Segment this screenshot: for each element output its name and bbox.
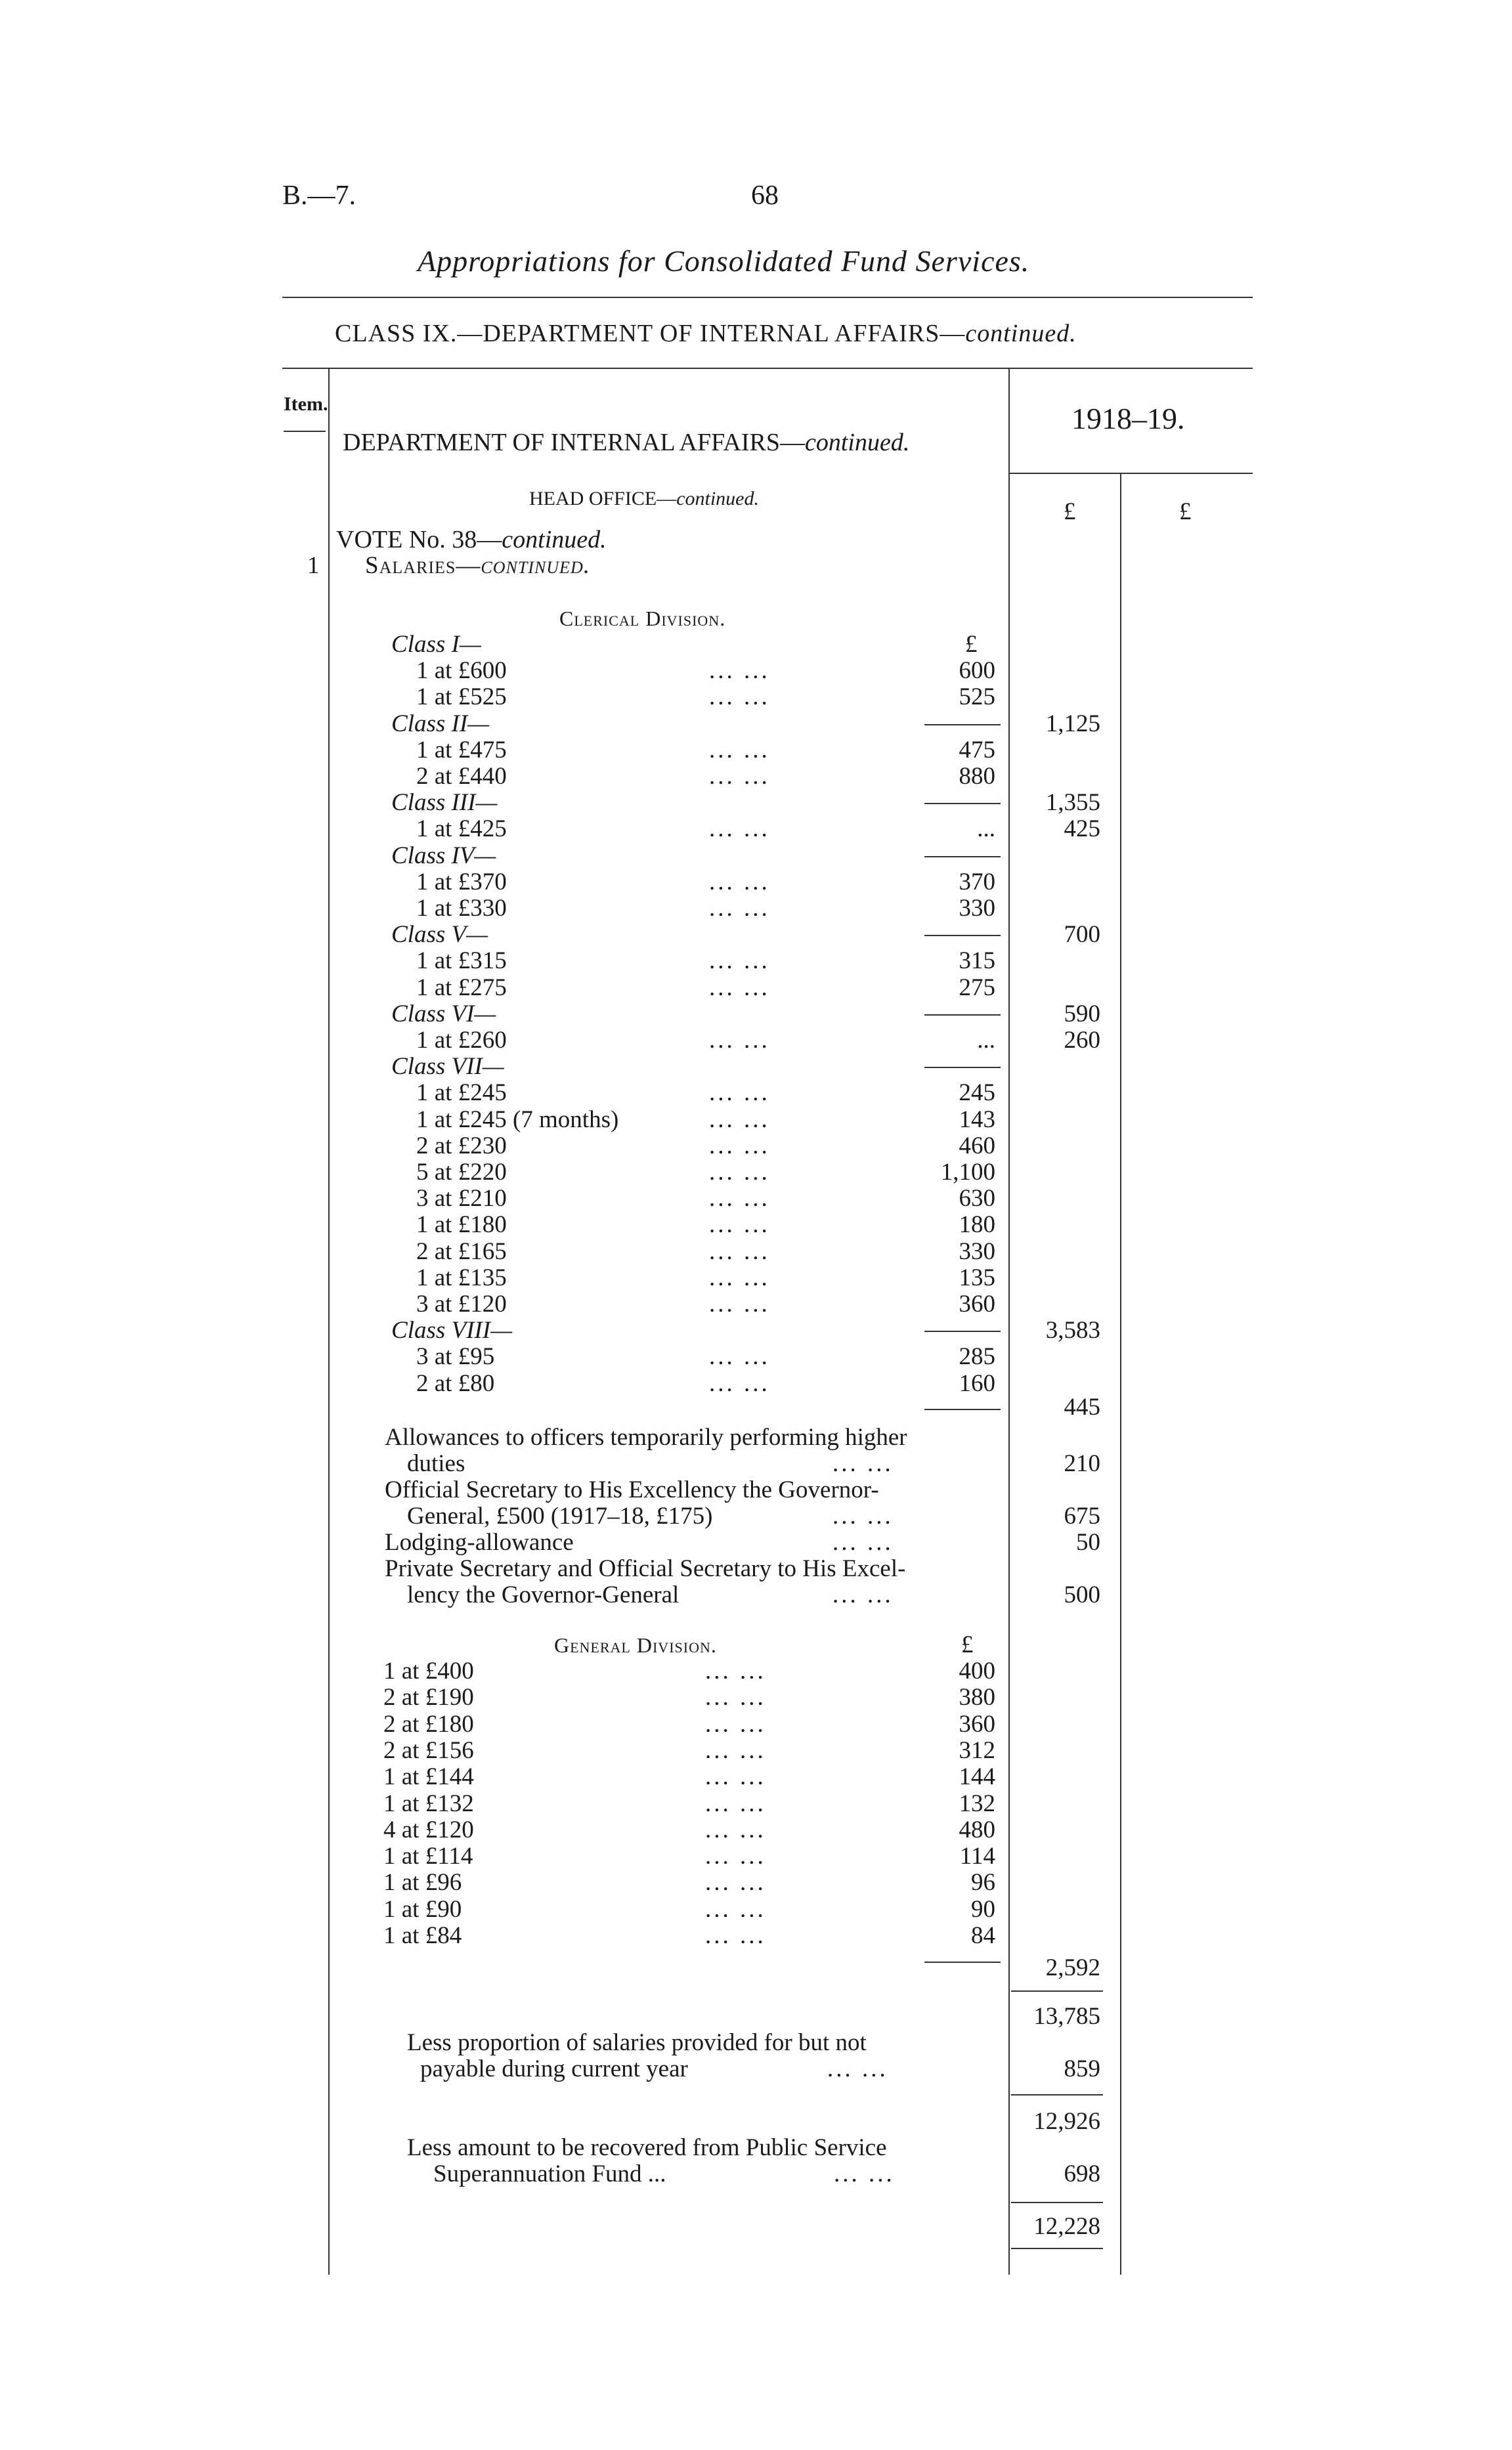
salary-row-label: 2 at £165 (416, 1238, 507, 1265)
leader-dots: ... ... (709, 895, 770, 922)
general-row-amount: 84 (971, 1922, 995, 1949)
salary-row-label: 3 at £210 (416, 1185, 507, 1212)
less-superannuation-amount: 698 (1064, 2160, 1100, 2187)
leader-dots: ... ... (832, 1581, 894, 1608)
general-division-heading: General Division. (554, 1633, 717, 1657)
class-subtotal: 1,125 (1045, 710, 1100, 737)
salary-row-label: 2 at £440 (416, 763, 507, 790)
general-row-amount: 132 (959, 1790, 995, 1817)
page-number: 68 (751, 181, 779, 211)
total2-rule (1011, 2094, 1103, 2095)
leader-dots: ... ... (705, 1922, 766, 1949)
allowance-amount: 210 (1064, 1450, 1100, 1477)
leader-dots: ... ... (832, 1450, 894, 1477)
leader-dots: ... ... (709, 763, 770, 790)
general-row-amount: 144 (959, 1763, 995, 1790)
grand-total-rule (1011, 2248, 1103, 2249)
leader-dots: ... ... (709, 657, 770, 684)
general-row-amount: 96 (971, 1869, 995, 1896)
leader-dots: ... ... (709, 1185, 770, 1212)
allowance-line-1: Lodging-allowance (385, 1529, 574, 1556)
less-proportion-line-1: Less proportion of salaries provided for but not (407, 2029, 867, 2056)
leader-dots: ... ... (709, 1370, 770, 1397)
leader-dots: ... ... (709, 1106, 770, 1133)
allowance-line-1: Allowances to officers temporarily performing higher (385, 1424, 907, 1451)
document-reference: B.—7. (282, 181, 356, 211)
allowance-amount: 500 (1064, 1581, 1100, 1608)
pound-header-2: £ (1179, 498, 1192, 525)
subtotal-rule (924, 724, 1001, 725)
salary-row-amount: 330 (959, 895, 995, 922)
leader-dots: ... ... (832, 1503, 894, 1530)
salary-row-label: 1 at £180 (416, 1211, 507, 1238)
leader-dots: ... ... (705, 1869, 766, 1896)
pound-column-marker: £ (965, 631, 978, 658)
salary-row-label: 1 at £330 (416, 895, 507, 922)
salary-row-amount: 245 (959, 1079, 995, 1106)
less-proportion-line-2: payable during current year (420, 2055, 688, 2082)
subtotal-rule (924, 1067, 1001, 1068)
pound-header-1: £ (1064, 498, 1076, 525)
salary-row-amount: 330 (959, 1238, 995, 1265)
salary-row-amount: 880 (959, 763, 995, 790)
general-row-label: 2 at £180 (383, 1711, 474, 1738)
salary-row-label: 1 at £135 (416, 1264, 507, 1291)
less-proportion-leader: ... ... (827, 2055, 888, 2082)
leader-dots: ... ... (705, 1843, 766, 1870)
general-row-label: 1 at £144 (383, 1763, 474, 1790)
general-row-label: 1 at £400 (383, 1658, 474, 1685)
general-row-amount: 360 (959, 1711, 995, 1738)
salary-row-label: 5 at £220 (416, 1159, 507, 1186)
salary-row-amount: 600 (959, 657, 995, 684)
salary-row-amount: 460 (959, 1132, 995, 1159)
class-heading-row: Class VII— (391, 1053, 504, 1080)
leader-dots: ... ... (705, 1790, 766, 1817)
general-row-amount: 480 (959, 1816, 995, 1843)
class-heading-row: Class III— (391, 789, 498, 816)
class-heading-row: Class VI— (391, 1000, 496, 1027)
allowance-line-1: Private Secretary and Official Secretary to His Excel- (385, 1555, 906, 1582)
subtotal-1: 13,785 (1033, 2003, 1100, 2030)
salary-row-label: 1 at £245 (416, 1079, 507, 1106)
grand-total: 12,228 (1033, 2213, 1100, 2240)
salary-row-amount: 275 (959, 974, 995, 1001)
salary-row-amount: 360 (959, 1291, 995, 1318)
general-row-amount: 90 (971, 1896, 995, 1923)
salary-row-label: 1 at £370 (416, 869, 507, 895)
year-rule (1008, 473, 1253, 474)
item-underline (284, 431, 326, 432)
leader-dots: ... ... (709, 974, 770, 1001)
less-superannuation-line-2: Superannuation Fund ... (433, 2160, 666, 2187)
item-number: 1 (307, 552, 320, 579)
salary-row-label: 1 at £425 (416, 815, 507, 842)
salary-row-label: 1 at £525 (416, 683, 507, 710)
salary-row-amount: 143 (959, 1106, 995, 1133)
leader-dots: ... ... (709, 815, 770, 842)
salary-row-label: 1 at £315 (416, 947, 507, 974)
class-heading-row: Class II— (391, 710, 490, 737)
allowance-line-2: lency the Governor-General (407, 1581, 680, 1608)
leader-dots: ... ... (705, 1816, 766, 1843)
allowance-amount: 50 (1076, 1529, 1100, 1556)
leader-dots: ... ... (705, 1763, 766, 1790)
general-underline (924, 1962, 1001, 1963)
leader-dots: ... ... (705, 1711, 766, 1738)
class-heading: CLASS IX.—DEPARTMENT OF INTERNAL AFFAIRS—continued. (335, 320, 1077, 347)
less-superannuation-leader: ... ... (834, 2160, 895, 2187)
leader-dots: ... ... (709, 869, 770, 895)
general-row-label: 2 at £156 (383, 1737, 474, 1764)
salary-row-label: 1 at £245 (7 months) (416, 1106, 619, 1133)
department-heading: DEPARTMENT OF INTERNAL AFFAIRS—continued. (343, 429, 910, 456)
leader-dots: ... ... (705, 1684, 766, 1711)
general-row-amount: 312 (959, 1737, 995, 1764)
salary-row-amount: ... (977, 1027, 995, 1054)
salary-row-label: 2 at £230 (416, 1132, 507, 1159)
head-office-heading: HEAD OFFICE—continued. (529, 488, 759, 509)
less-proportion-amount: 859 (1064, 2055, 1100, 2082)
subtotal-rule (924, 1014, 1001, 1016)
leader-dots: ... ... (709, 683, 770, 710)
leader-dots: ... ... (709, 1291, 770, 1318)
salary-row-label: 3 at £120 (416, 1291, 507, 1318)
salary-row-label: 3 at £95 (416, 1343, 495, 1370)
leader-dots: ... ... (709, 737, 770, 763)
inner-column-rule (1120, 474, 1121, 2275)
subtotal-rule (924, 935, 1001, 936)
allowance-line-2: General, £500 (1917–18, £175) (407, 1503, 713, 1530)
allowance-line-2: duties (407, 1450, 465, 1477)
less-superannuation-line-1: Less amount to be recovered from Public Service (407, 2134, 887, 2161)
salary-row-amount: 135 (959, 1264, 995, 1291)
subtotal-2: 12,926 (1033, 2108, 1100, 2135)
total1-rule (1011, 1990, 1103, 1992)
vote-heading: VOTE No. 38—continued. (336, 526, 607, 553)
amount-column-rule (1008, 368, 1010, 2275)
salary-row-amount: 315 (959, 947, 995, 974)
salary-row-amount: 475 (959, 737, 995, 763)
general-row-label: 1 at £96 (383, 1869, 462, 1896)
salary-row-label: 2 at £80 (416, 1370, 495, 1397)
salary-row-amount: 630 (959, 1185, 995, 1212)
general-row-label: 4 at £120 (383, 1816, 474, 1843)
total3-rule (1011, 2202, 1103, 2203)
item-column-header: Item. (284, 393, 328, 415)
allowance-amount: 675 (1064, 1503, 1100, 1530)
title-rule (282, 297, 1253, 298)
salary-row-amount: 1,100 (940, 1159, 995, 1186)
leader-dots: ... ... (705, 1737, 766, 1764)
class-subtotal: 1,355 (1045, 789, 1100, 816)
leader-dots: ... ... (705, 1658, 766, 1685)
salary-row-label: 1 at £260 (416, 1027, 507, 1054)
general-row-label: 1 at £114 (383, 1843, 473, 1870)
class-heading-row: Class I— (391, 631, 481, 658)
salary-row-amount: 370 (959, 869, 995, 895)
salary-row-amount: 525 (959, 683, 995, 710)
class-viii-total: 445 (1064, 1394, 1100, 1421)
class-rule (282, 368, 1253, 369)
class-subtotal: 260 (1064, 1027, 1100, 1054)
leader-dots: ... ... (709, 1079, 770, 1106)
leader-dots: ... ... (709, 1132, 770, 1159)
page-title: Appropriations for Consolidated Fund Services. (418, 244, 1030, 278)
subtotal-rule (924, 1331, 1001, 1332)
salary-row-label: 1 at £475 (416, 737, 507, 763)
general-pound-marker: £ (961, 1631, 974, 1658)
general-row-label: 1 at £132 (383, 1790, 474, 1817)
salary-row-label: 1 at £600 (416, 657, 507, 684)
allowance-line-1: Official Secretary to His Excellency the Governor- (385, 1476, 879, 1503)
salary-row-amount: 180 (959, 1211, 995, 1238)
leader-dots: ... ... (705, 1896, 766, 1923)
general-row-amount: 114 (959, 1843, 995, 1870)
general-division-total: 2,592 (1045, 1954, 1100, 1981)
clerical-division-heading: Clerical Division. (559, 607, 726, 630)
class-subtotal: 590 (1064, 1000, 1100, 1027)
general-row-label: 1 at £84 (383, 1922, 462, 1949)
salaries-heading: Salaries—continued. (365, 552, 590, 579)
salary-row-amount: 160 (959, 1370, 995, 1397)
year-header: 1918–19. (1071, 402, 1185, 435)
leader-dots: ... ... (709, 1238, 770, 1265)
general-row-label: 2 at £190 (383, 1684, 474, 1711)
leader-dots: ... ... (709, 1159, 770, 1186)
general-row-amount: 400 (959, 1658, 995, 1685)
subtotal-rule (924, 803, 1001, 804)
leader-dots: ... ... (709, 1027, 770, 1054)
class-viii-underline (924, 1409, 1001, 1410)
class-heading-row: Class IV— (391, 842, 496, 869)
salary-row-amount: ... (977, 815, 995, 842)
leader-dots: ... ... (709, 1264, 770, 1291)
salary-row-label: 1 at £275 (416, 974, 507, 1001)
general-row-amount: 380 (959, 1684, 995, 1711)
leader-dots: ... ... (709, 1211, 770, 1238)
general-row-label: 1 at £90 (383, 1896, 462, 1923)
leader-dots: ... ... (832, 1529, 894, 1556)
leader-dots: ... ... (709, 1343, 770, 1370)
item-column-rule (328, 368, 330, 2275)
salary-row-amount: 285 (959, 1343, 995, 1370)
class-subtotal: 425 (1064, 815, 1100, 842)
class-heading-row: Class VIII— (391, 1317, 512, 1344)
class-subtotal: 3,583 (1045, 1317, 1100, 1344)
class-heading-row: Class V— (391, 921, 488, 948)
leader-dots: ... ... (709, 947, 770, 974)
class-subtotal: 700 (1064, 921, 1100, 948)
subtotal-rule (924, 856, 1001, 857)
